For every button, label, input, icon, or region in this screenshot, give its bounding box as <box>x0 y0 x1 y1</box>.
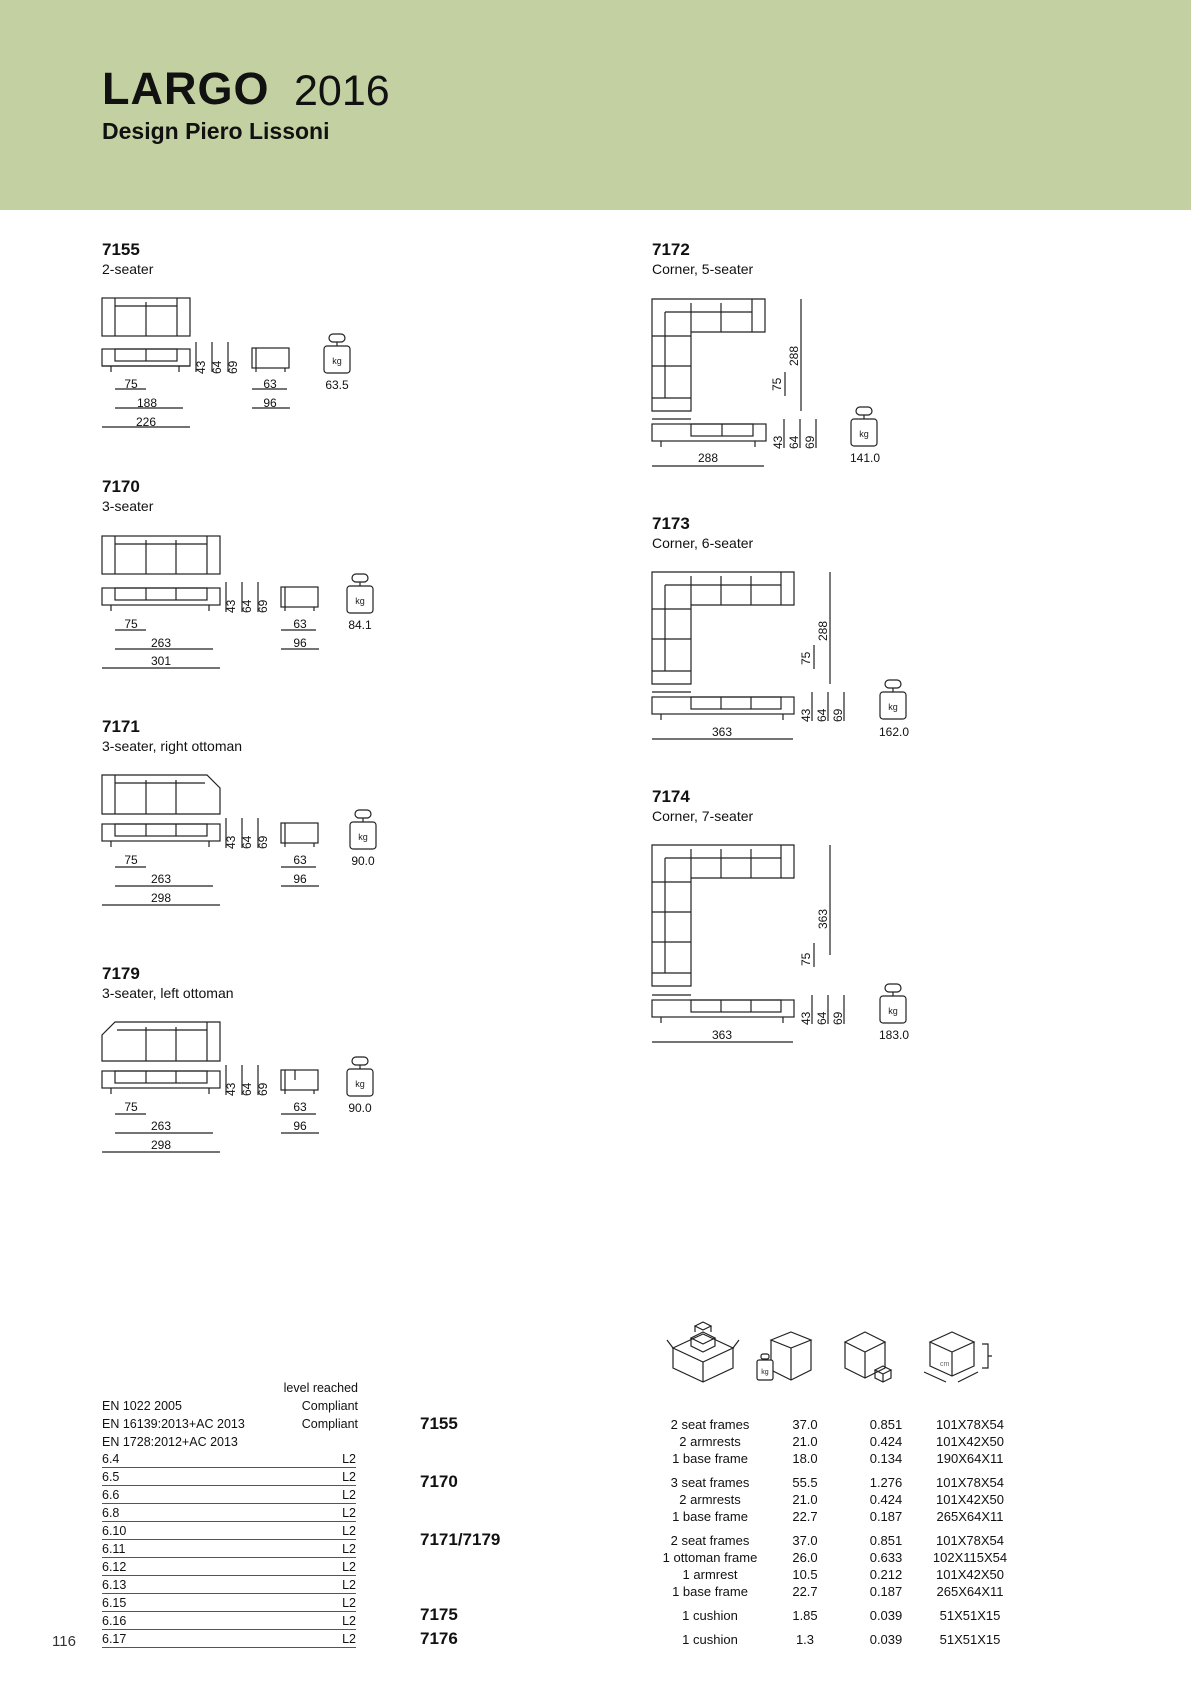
product-description: 3-seater <box>102 498 154 514</box>
test-level: L2 <box>342 1488 356 1503</box>
sofa-plan-drawing <box>102 298 190 336</box>
test-row <box>102 1468 356 1486</box>
dimension-label: 69 <box>256 835 270 849</box>
weight-value: 63.5 <box>325 378 349 392</box>
standard-name: EN 1022 2005 <box>102 1399 182 1413</box>
test-level: L2 <box>342 1470 356 1485</box>
package-weight-icon <box>755 1330 813 1384</box>
package-volume: 0.633 <box>869 1550 903 1565</box>
dimension-label: 43 <box>224 599 238 613</box>
product-description: Corner, 7-seater <box>652 808 754 824</box>
package-size: 101X42X50 <box>936 1567 1004 1582</box>
weight-icon-label: kg <box>888 702 898 712</box>
dimension-label: 64 <box>240 599 254 613</box>
weight-icon-label: kg <box>859 429 869 439</box>
product-code: 7170 <box>102 477 140 496</box>
package-size: 101X78X54 <box>936 1475 1004 1490</box>
dimension-label: 63 <box>263 377 277 391</box>
package-item: 2 armrests <box>679 1492 741 1507</box>
dimension-label: 69 <box>226 360 240 374</box>
package-item: 1 base frame <box>672 1509 748 1524</box>
dimension-label: 75 <box>799 952 813 966</box>
package-item: 1 base frame <box>672 1584 748 1599</box>
dimension-label: 263 <box>150 872 172 886</box>
package-size: 265X64X11 <box>936 1509 1004 1524</box>
standard-status: Compliant <box>301 1417 358 1431</box>
package-item: 1 cushion <box>682 1608 738 1623</box>
test-row <box>102 1522 356 1540</box>
sofa-plan-drawing <box>102 536 220 574</box>
dimension-label: 96 <box>263 396 277 410</box>
dimension-label: 43 <box>224 835 238 849</box>
dimension-label: 75 <box>124 853 138 867</box>
weight-value: 84.1 <box>348 618 372 632</box>
dimension-label: 75 <box>124 617 138 631</box>
dimension-label: 96 <box>293 1119 307 1133</box>
test-level: L2 <box>342 1542 356 1557</box>
dimension-label: 75 <box>124 377 138 391</box>
package-size: 51X51X15 <box>939 1608 1001 1623</box>
package-kg: 26.0 <box>792 1550 818 1565</box>
package-dimensions-icon-label: cm <box>940 1361 950 1368</box>
weight-icon <box>878 983 908 1025</box>
package-row <box>640 1416 1004 1433</box>
package-item: 1 armrest <box>682 1567 738 1582</box>
package-kg: 21.0 <box>792 1492 818 1507</box>
package-volume: 0.187 <box>869 1584 903 1599</box>
package-row <box>640 1607 1000 1624</box>
sofa-side-drawing <box>281 587 318 611</box>
standard-status: Compliant <box>301 1399 358 1413</box>
test-row <box>102 1540 356 1558</box>
dimension-label: 263 <box>150 636 172 650</box>
test-level: L2 <box>342 1452 356 1467</box>
package-size: 101X42X50 <box>936 1492 1004 1507</box>
package-item: 1 base frame <box>672 1451 748 1466</box>
package-item: 2 seat frames <box>670 1533 750 1548</box>
collection-year: 2016 <box>294 67 390 115</box>
weight-icon <box>322 333 352 375</box>
package-group-code: 7175 <box>420 1605 458 1624</box>
weight-value: 90.0 <box>348 1101 372 1115</box>
dimension-label: 64 <box>815 1011 829 1025</box>
package-kg: 55.5 <box>792 1475 818 1490</box>
test-row <box>102 1630 356 1648</box>
product-code: 7172 <box>652 240 690 259</box>
dimension-label: 69 <box>256 1082 270 1096</box>
package-volume: 0.424 <box>869 1492 903 1507</box>
package-kg: 37.0 <box>792 1533 818 1548</box>
product-code: 7179 <box>102 964 140 983</box>
product-description: Corner, 5-seater <box>652 261 754 277</box>
dimension-label: 363 <box>816 908 830 929</box>
package-group-code: 7170 <box>420 1472 458 1491</box>
weight-value: 183.0 <box>878 1028 910 1042</box>
package-kg: 10.5 <box>792 1567 818 1582</box>
dimension-label: 64 <box>240 835 254 849</box>
test-number: 6.8 <box>102 1506 120 1521</box>
dimension-label: 69 <box>831 1011 845 1025</box>
product-description: 2-seater <box>102 261 154 277</box>
package-row <box>640 1450 1004 1467</box>
weight-value: 141.0 <box>849 451 881 465</box>
test-number: 6.5 <box>102 1470 120 1485</box>
package-row <box>640 1508 1004 1525</box>
package-size: 101X78X54 <box>936 1417 1004 1432</box>
weight-icon-label: kg <box>888 1006 898 1016</box>
package-volume: 0.851 <box>869 1417 903 1432</box>
product-description: 3-seater, right ottoman <box>102 738 243 754</box>
weight-icon-label: kg <box>355 1079 365 1089</box>
package-kg: 37.0 <box>792 1417 818 1432</box>
dimension-label: 75 <box>124 1100 138 1114</box>
package-row <box>640 1532 1004 1549</box>
package-volume: 0.187 <box>869 1509 903 1524</box>
package-group-code: 7155 <box>420 1414 458 1433</box>
product-code: 7155 <box>102 240 140 259</box>
weight-icon <box>345 1056 375 1098</box>
test-number: 6.13 <box>102 1578 127 1593</box>
sofa-side-drawing <box>281 1070 318 1094</box>
standard-name: EN 16139:2013+AC 2013 <box>102 1417 245 1431</box>
dimension-label: 43 <box>771 435 785 449</box>
sofa-plan-drawing <box>102 775 220 814</box>
test-row <box>102 1576 356 1594</box>
test-level: L2 <box>342 1578 356 1593</box>
package-row <box>640 1549 1008 1566</box>
test-level: L2 <box>342 1506 356 1521</box>
level-reached-header: level reached <box>283 1381 358 1395</box>
dimension-label: 63 <box>293 1100 307 1114</box>
sofa-plan-drawing <box>102 1022 220 1061</box>
package-row <box>640 1474 1004 1491</box>
test-row <box>102 1558 356 1576</box>
package-volume: 0.134 <box>869 1451 903 1466</box>
weight-value: 162.0 <box>878 725 910 739</box>
package-contents-icon <box>665 1318 741 1384</box>
test-number: 6.16 <box>102 1614 127 1629</box>
package-kg: 22.7 <box>792 1509 818 1524</box>
dimension-label: 64 <box>240 1082 254 1096</box>
dimension-label: 69 <box>831 708 845 722</box>
collection-name: LARGO <box>102 63 270 114</box>
dimension-label: 363 <box>711 725 733 739</box>
package-row <box>640 1583 1004 1600</box>
dimension-label: 96 <box>293 872 307 886</box>
package-size: 101X78X54 <box>936 1533 1004 1548</box>
product-code: 7174 <box>652 787 690 806</box>
package-kg: 21.0 <box>792 1434 818 1449</box>
package-item: 1 ottoman frame <box>662 1550 758 1565</box>
package-volume: 0.851 <box>869 1533 903 1548</box>
test-number: 6.6 <box>102 1488 120 1503</box>
dimension-label: 288 <box>787 345 801 366</box>
test-number: 6.4 <box>102 1452 120 1467</box>
package-item: 2 seat frames <box>670 1417 750 1432</box>
dimension-label: 64 <box>787 435 801 449</box>
product-description: 3-seater, left ottoman <box>102 985 234 1001</box>
dimension-label: 226 <box>135 415 157 429</box>
package-volume-icon <box>841 1330 899 1384</box>
designer-credit: Design Piero Lissoni <box>102 118 330 144</box>
test-number: 6.17 <box>102 1632 127 1647</box>
test-row <box>102 1504 356 1522</box>
package-size: 102X115X54 <box>932 1550 1008 1565</box>
package-item: 3 seat frames <box>670 1475 750 1490</box>
test-row <box>102 1486 356 1504</box>
weight-icon-label: kg <box>358 832 368 842</box>
test-number: 6.11 <box>102 1542 126 1557</box>
dimension-label: 298 <box>150 1138 172 1152</box>
dimension-label: 63 <box>293 617 307 631</box>
corner-sofa-plan-drawing <box>652 299 801 411</box>
package-volume: 1.276 <box>869 1475 903 1490</box>
test-row <box>102 1450 356 1468</box>
dimension-label: 96 <box>293 636 307 650</box>
package-row <box>640 1566 1004 1583</box>
dimension-label: 301 <box>150 654 172 668</box>
dimension-label: 75 <box>770 377 784 391</box>
test-level: L2 <box>342 1614 356 1629</box>
dimension-label: 288 <box>816 620 830 641</box>
product-code: 7171 <box>102 717 140 736</box>
weight-icon-label: kg <box>355 596 365 606</box>
dimension-label: 69 <box>803 435 817 449</box>
test-level: L2 <box>342 1596 356 1611</box>
package-item: 1 cushion <box>682 1632 738 1647</box>
dimension-label: 263 <box>150 1119 172 1133</box>
test-level: L2 <box>342 1560 356 1575</box>
dimension-label: 69 <box>256 599 270 613</box>
test-row <box>102 1594 356 1612</box>
weight-icon <box>878 679 908 721</box>
standard-name: EN 1728:2012+AC 2013 <box>102 1435 238 1449</box>
package-volume: 0.039 <box>869 1608 903 1623</box>
package-volume: 0.039 <box>869 1632 903 1647</box>
test-level: L2 <box>342 1632 356 1647</box>
package-size: 101X42X50 <box>936 1434 1004 1449</box>
weight-icon <box>849 406 879 448</box>
product-description: Corner, 6-seater <box>652 535 754 551</box>
package-size: 190X64X11 <box>936 1451 1004 1466</box>
package-item: 2 armrests <box>679 1434 741 1449</box>
weight-value: 90.0 <box>351 854 375 868</box>
package-volume: 0.212 <box>869 1567 903 1582</box>
page-number: 116 <box>52 1633 76 1650</box>
dimension-label: 43 <box>799 1011 813 1025</box>
package-size: 51X51X15 <box>939 1632 1001 1647</box>
package-kg: 1.85 <box>792 1608 818 1623</box>
weight-icon-label: kg <box>332 356 342 366</box>
dimension-label: 188 <box>136 396 158 410</box>
package-kg: 18.0 <box>792 1451 818 1466</box>
test-number: 6.10 <box>102 1524 127 1539</box>
dimension-label: 298 <box>150 891 172 905</box>
package-row <box>640 1631 1000 1648</box>
test-number: 6.12 <box>102 1560 127 1575</box>
dimension-label: 288 <box>697 451 719 465</box>
package-kg: 22.7 <box>792 1584 818 1599</box>
package-row <box>640 1491 1004 1508</box>
weight-icon <box>345 573 375 615</box>
corner-sofa-plan-drawing <box>652 572 830 684</box>
dimension-label: 43 <box>799 708 813 722</box>
dimension-label: 64 <box>815 708 829 722</box>
test-row <box>102 1612 356 1630</box>
package-group-code: 7171/7179 <box>420 1530 501 1549</box>
sofa-side-drawing <box>281 823 318 847</box>
package-group-code: 7176 <box>420 1629 458 1648</box>
package-dimensions-icon <box>918 1330 1004 1386</box>
dimension-label: 64 <box>210 360 224 374</box>
sofa-side-drawing <box>252 348 289 372</box>
package-weight-icon-label: kg <box>761 1369 769 1376</box>
dimension-label: 363 <box>711 1028 733 1042</box>
package-row <box>640 1433 1004 1450</box>
dimension-label: 63 <box>293 853 307 867</box>
test-number: 6.15 <box>102 1596 127 1611</box>
dimension-label: 43 <box>224 1082 238 1096</box>
package-volume: 0.424 <box>869 1434 903 1449</box>
dimension-label: 75 <box>799 651 813 665</box>
weight-icon <box>348 809 378 851</box>
product-code: 7173 <box>652 514 690 533</box>
test-level: L2 <box>342 1524 356 1539</box>
package-kg: 1.3 <box>795 1632 815 1647</box>
dimension-label: 43 <box>194 360 208 374</box>
package-size: 265X64X11 <box>936 1584 1004 1599</box>
